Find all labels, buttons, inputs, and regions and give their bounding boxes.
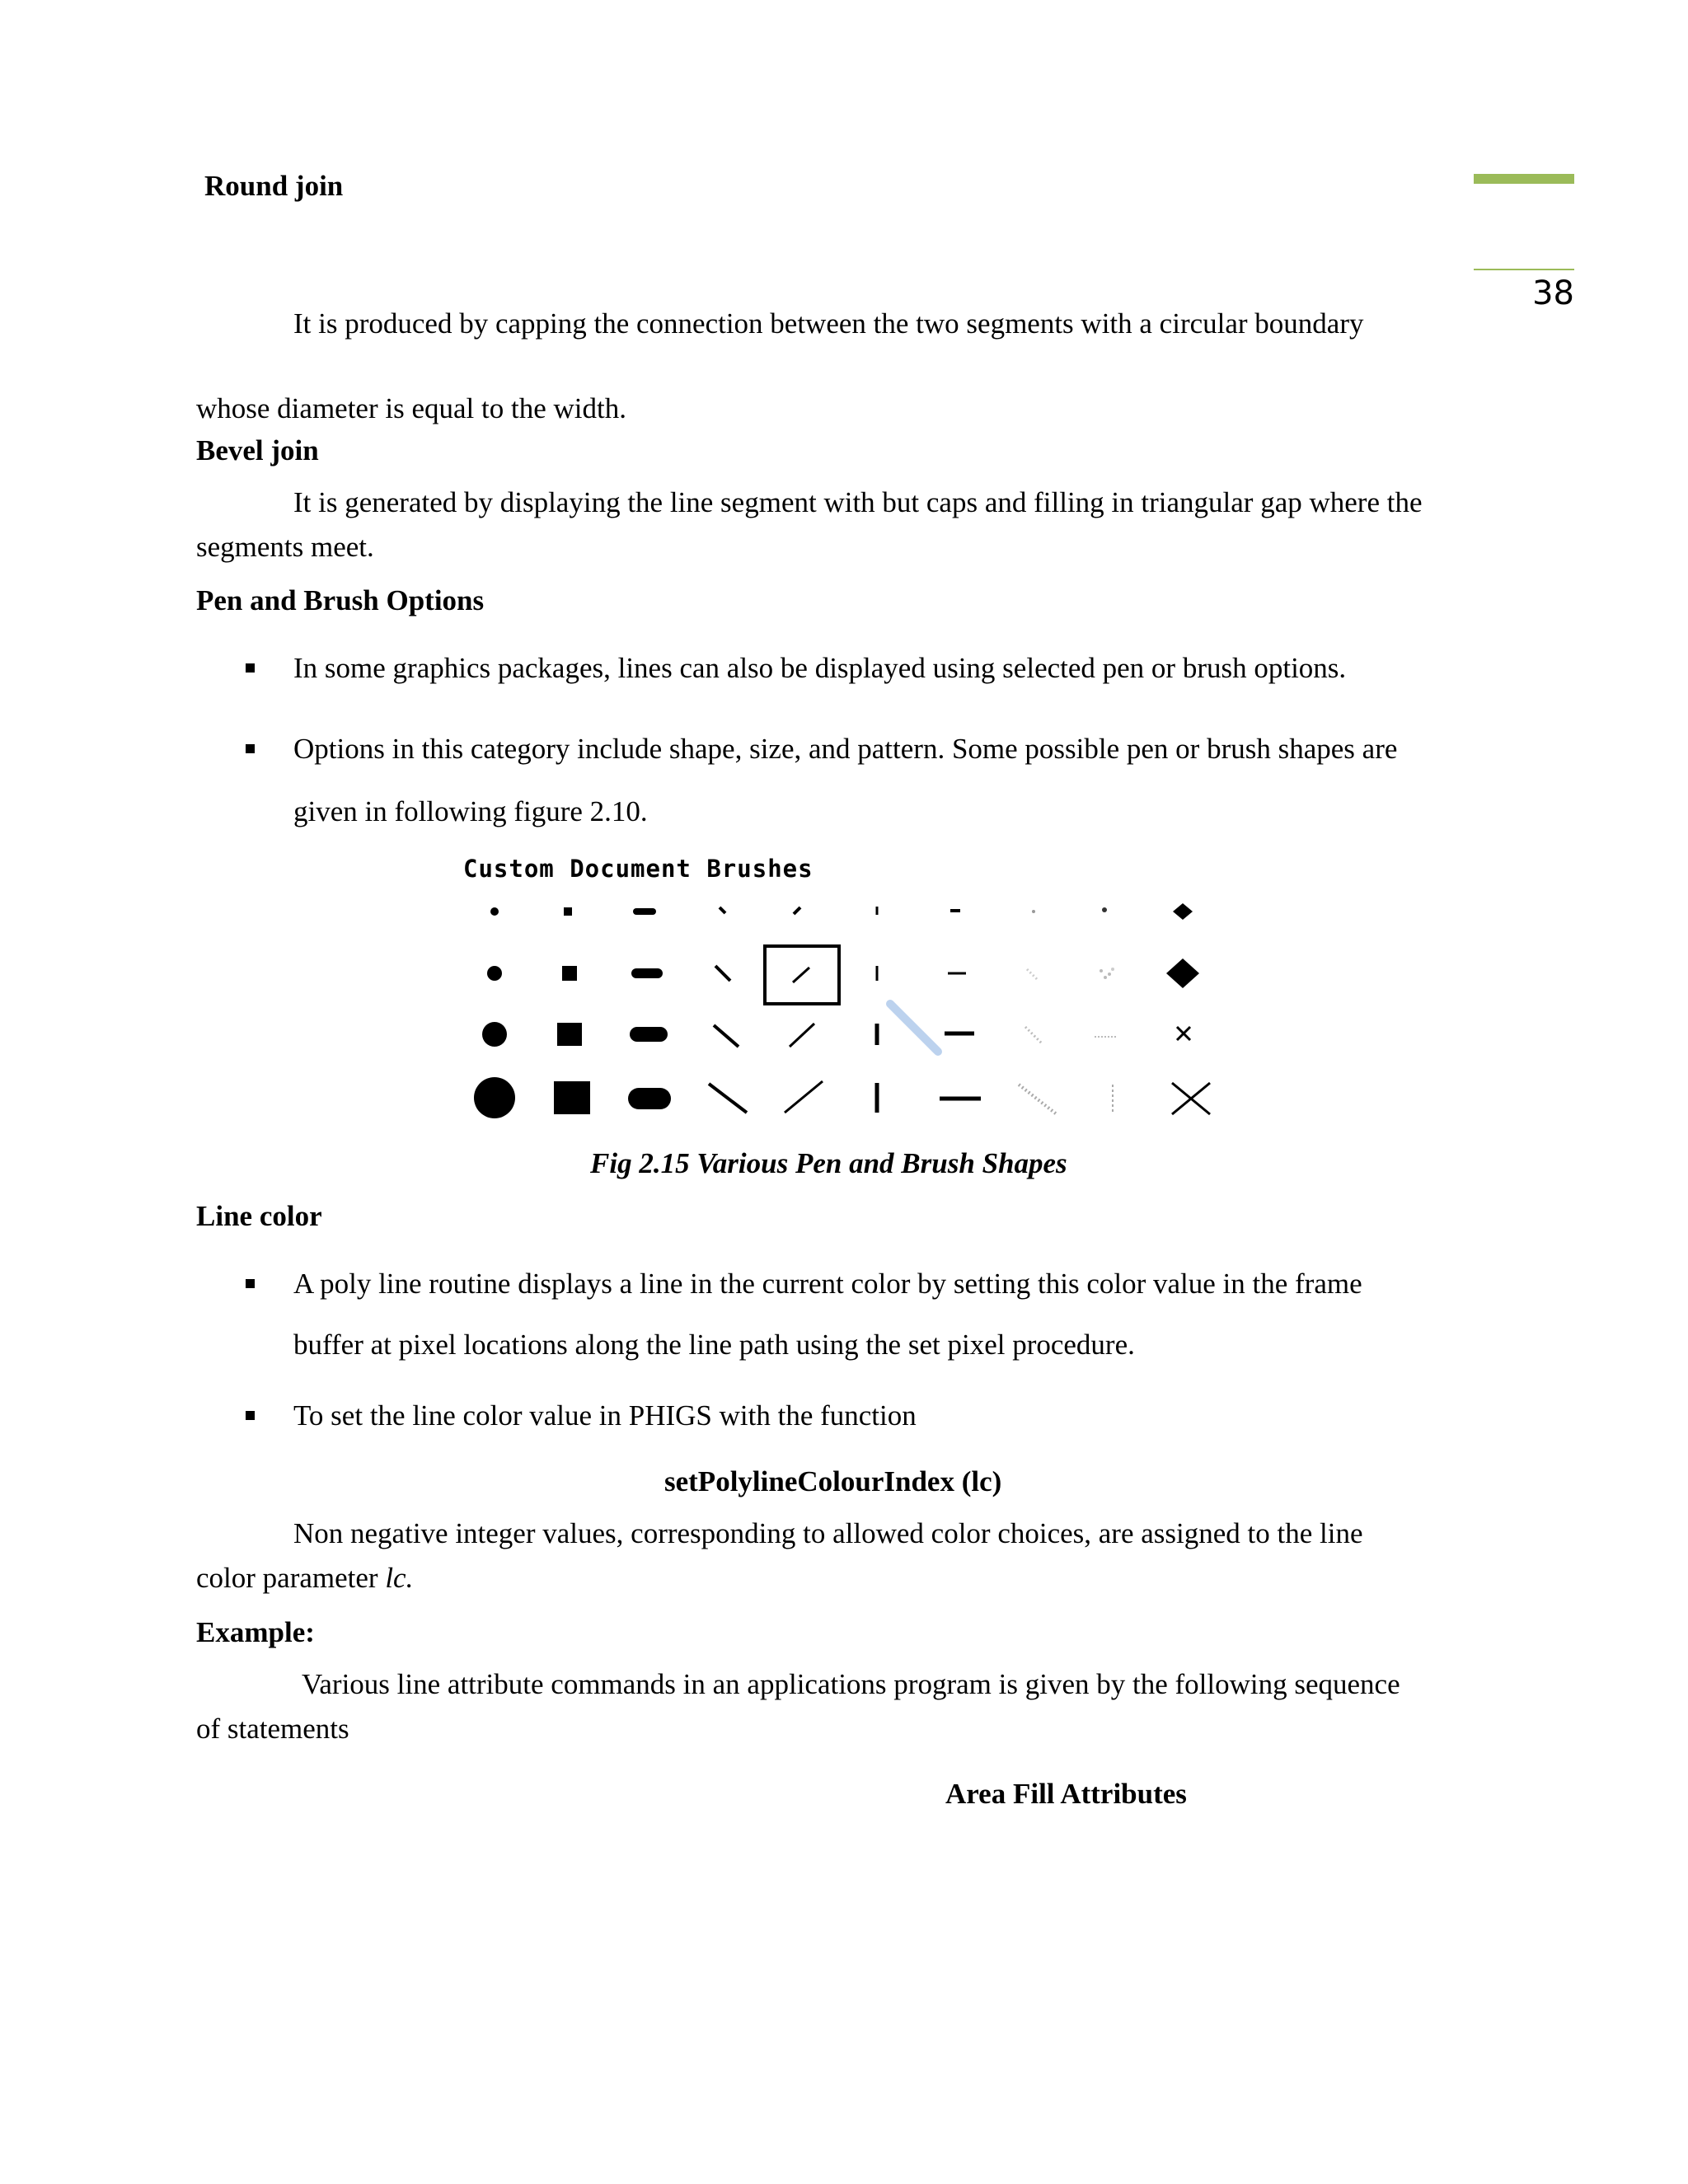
- bullet-marker: [246, 663, 255, 673]
- bullet-marker: [246, 744, 255, 753]
- brush-round-large: [482, 1022, 507, 1047]
- brush-spray-small: [1102, 907, 1107, 912]
- brush-row-1: [490, 903, 1193, 920]
- brush-oval-large: [630, 1027, 668, 1042]
- bullet-marker: [246, 1279, 255, 1288]
- figure-caption: Fig 2.15 Various Pen and Brush Shapes: [590, 1147, 1067, 1179]
- brush-highlight-cursor: [890, 1004, 938, 1052]
- function-signature: setPolylineColourIndex (lc): [664, 1465, 1002, 1497]
- brush-spray-diagonal-medium: [1027, 969, 1037, 979]
- brush-round-xlarge: [474, 1077, 515, 1118]
- brush-slash-xlarge: [785, 1081, 823, 1113]
- pen-brush-bullet2-line2: given in following figure 2.10.: [293, 795, 648, 827]
- brush-spray-diagonal-xlarge: [1019, 1085, 1057, 1114]
- line-color-bullet2: To set the line color value in PHIGS with the function: [293, 1399, 917, 1432]
- line-color-text-line1: Non negative integer values, corresponding to allowed color choices, are assigned to the line: [293, 1517, 1363, 1549]
- example-text-line2: of statements: [196, 1713, 349, 1745]
- brush-spray-dot: [1111, 968, 1114, 971]
- bevel-join-heading: Bevel join: [196, 434, 319, 466]
- example-text-line1: Various line attribute commands in an applications program is given by the following sequence: [302, 1668, 1400, 1700]
- pen-brush-heading: Pen and Brush Options: [196, 584, 485, 616]
- brush-backslash-xlarge: [709, 1084, 747, 1113]
- page-accent-rule: [1474, 269, 1574, 270]
- brush-diamond-small: [1173, 903, 1193, 920]
- brush-backslash-medium: [715, 966, 730, 981]
- brush-shapes-figure: [445, 890, 1236, 1129]
- page-accent-bar: [1474, 174, 1574, 184]
- brush-oval-xlarge: [628, 1088, 671, 1109]
- figure-title: Custom Document Brushes: [463, 855, 814, 883]
- brush-spray-dot: [1108, 972, 1111, 976]
- brush-round-medium: [487, 966, 502, 981]
- brush-spray-diagonal-small: [1032, 910, 1035, 913]
- brush-slash-small: [794, 907, 800, 914]
- page-number: 38: [1532, 274, 1574, 312]
- line-color-param: lc.: [385, 1562, 414, 1594]
- brush-row-3: [482, 1004, 1190, 1052]
- brush-oval-medium: [631, 968, 663, 978]
- brush-backslash-small: [720, 907, 725, 913]
- bevel-join-text-line1: It is generated by displaying the line segment with but caps and filling in triangular gap where the: [293, 486, 1423, 518]
- line-color-text-prefix: color parameter: [196, 1562, 386, 1594]
- brush-oval-small: [633, 908, 656, 915]
- example-heading: Example:: [196, 1616, 315, 1648]
- brush-diamond-medium: [1166, 958, 1199, 988]
- round-join-text-line1: It is produced by capping the connection between the two segments with a circular boundary: [293, 307, 1364, 340]
- brush-round-small: [490, 907, 499, 916]
- pen-brush-bullet2-line1: Options in this category include shape, size, and pattern. Some possible pen or brush shapes are: [293, 733, 1398, 765]
- brush-square-medium: [562, 966, 577, 981]
- brush-spray-dot: [1104, 976, 1107, 979]
- brush-spray-diagonal-large: [1025, 1027, 1042, 1043]
- brush-slash-large: [790, 1024, 814, 1047]
- round-join-text-line2: whose diameter is equal to the width.: [196, 392, 626, 424]
- pen-brush-bullet1: In some graphics packages, lines can also be displayed using selected pen or brush options.: [293, 652, 1347, 684]
- line-color-bullet1-line1: A poly line routine displays a line in the current color by setting this color value in the frame: [293, 1268, 1362, 1300]
- round-join-heading: Round join: [204, 170, 344, 202]
- line-color-heading: Line color: [196, 1200, 322, 1232]
- line-color-bullet1-line2: buffer at pixel locations along the line path using the set pixel procedure.: [293, 1329, 1135, 1361]
- bullet-marker: [246, 1411, 255, 1420]
- brush-square-xlarge: [554, 1081, 590, 1114]
- brush-backslash-large: [714, 1025, 738, 1047]
- area-fill-heading: Area Fill Attributes: [945, 1778, 1187, 1810]
- brush-row-4: [474, 1077, 1210, 1118]
- brush-row-2: [487, 946, 1199, 1004]
- brush-square-small: [564, 907, 572, 916]
- bevel-join-text-line2: segments meet.: [196, 531, 374, 563]
- line-color-text-line2: [196, 1561, 413, 1596]
- brush-slash-medium: [793, 968, 809, 982]
- brush-square-large: [557, 1023, 582, 1046]
- brush-spray-dot: [1100, 969, 1103, 972]
